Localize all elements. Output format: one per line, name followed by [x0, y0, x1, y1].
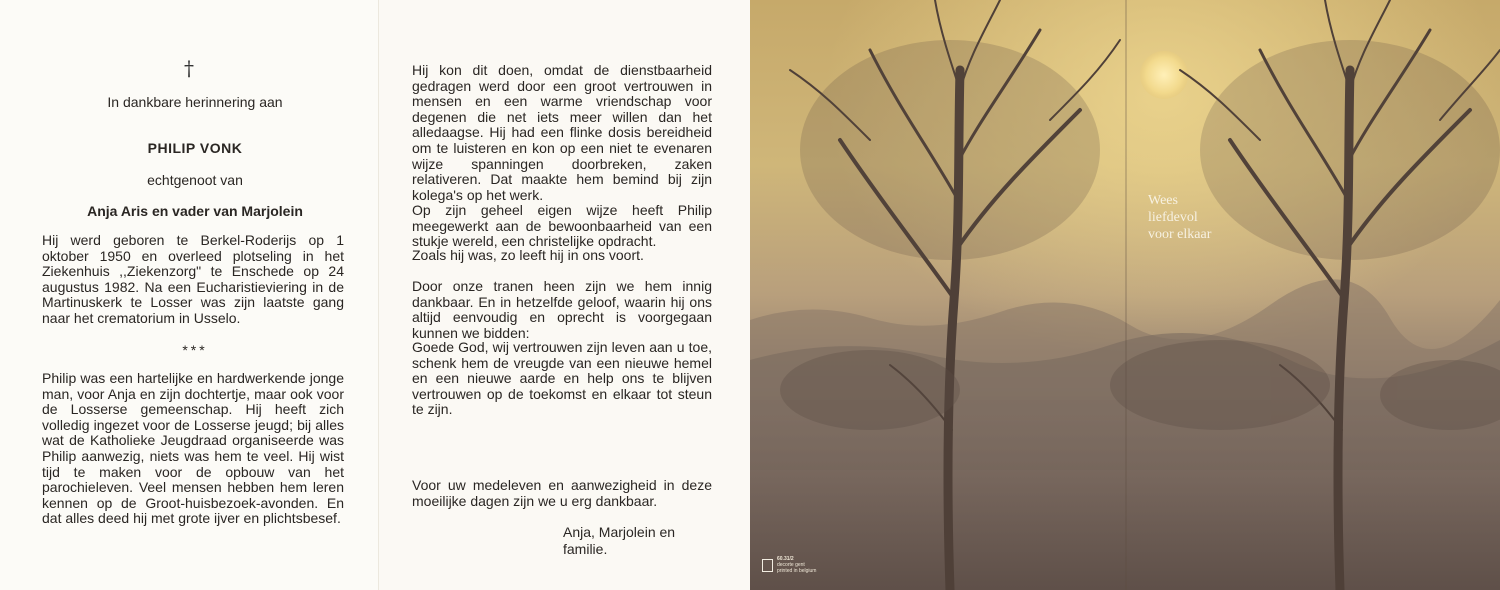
signature: [563, 524, 675, 557]
print-publisher: decorte gent: [777, 562, 805, 568]
cover-photo: [750, 0, 1500, 590]
printer-mark: [762, 556, 816, 574]
left-panel: [0, 0, 378, 590]
intro-line: In dankbare herinnering aan: [107, 94, 283, 110]
gratitude-paragraph: Door onze tranen heen zijn we hem innig dankbaar. En in hetzelfde geloof, waarin hij ons altijd eenvoudig en oprecht is voorgegaan kunnen we bidden:: [412, 278, 712, 341]
spouse-line: Anja Aris en vader van Marjolein: [87, 203, 303, 219]
spouse-label: echtgenoot van: [147, 172, 243, 188]
cover-caption: [1148, 192, 1211, 243]
print-code: 60.31/2: [777, 556, 794, 562]
tribute-paragraph: Philip was een hartelijke en hardwerkende jonge man, voor Anja en zijn dochtertje, maar ook voor de Losserse gemeenschap. Hij heeft zich volledig ingezet voor de Losserse jeugd; bij alles wat de Katholieke Jeugdraad organiseerde was Philip aanwezig, niets was hem te veel. Hij wist tijd te maken voor de opbouw van het parochieleven. Veel mensen hebben hem leren kennen op de Groot-huisbezoek-avonden. En dat alles deed hij met grote ijver en plichtsbesef.: [42, 370, 344, 527]
cross-icon: †: [184, 56, 194, 80]
prayer-paragraph: Goede God, wij vertrouwen zijn leven aan u toe, schenk hem de vreugde van een nieuwe hemel en een nieuwe aarde en help ons te blijven vertrouwen op de toekomst en elkaar tot steun te zijn.: [412, 339, 712, 418]
deceased-name: PHILIP VONK: [147, 140, 243, 156]
print-origin: printed in belgium: [777, 568, 817, 574]
caption-line-3: voor elkaar: [1148, 227, 1212, 242]
publisher-logo-icon: [762, 559, 773, 572]
service-paragraph: Hij kon dit doen, omdat de dienstbaarheid gedragen werd door een groot vertrouwen in mensen en een warme vriendschap voor degenen die net iets meer willen dan het alledaagse. Hij had een flinke dosis bereidheid om te luisteren en kon op een niet te evenaren wijze spanningen doorbreken, zaken relativeren. Dat maakte hem bemind bij zijn kolega's op het werk.: [412, 62, 712, 203]
separator: ***: [182, 342, 208, 358]
misty-trees-image: [750, 0, 1500, 590]
thanks-paragraph: Voor uw medeleven en aanwezigheid in deze moeilijke dagen zijn we u erg dankbaar.: [412, 477, 712, 509]
caption-line-2: liefdevol: [1148, 210, 1198, 225]
print-info: [777, 556, 816, 574]
lives-on-line: Zoals hij was, zo leeft hij in ons voort.: [412, 247, 644, 263]
christian-task-paragraph: Op zijn geheel eigen wijze heeft Philip meegewerkt aan de bewoonbaarheid van een stukje wereld, een christelijke opdracht.: [412, 202, 712, 250]
caption-line-1: Wees: [1148, 193, 1178, 208]
signature-line-1: Anja, Marjolein en: [563, 524, 676, 540]
signature-line-2: familie.: [563, 540, 608, 557]
biography-paragraph: Hij werd geboren te Berkel-Roderijs op 1 oktober 1950 en overleed plotseling in het Ziekenhuis ,,Ziekenzorg" te Enschede op 24 augustus 1982. Na een Eucharistieviering in de Martinuskerk te Losser was zijn laatste gang naar het crematorium in Usselo.: [42, 232, 344, 326]
